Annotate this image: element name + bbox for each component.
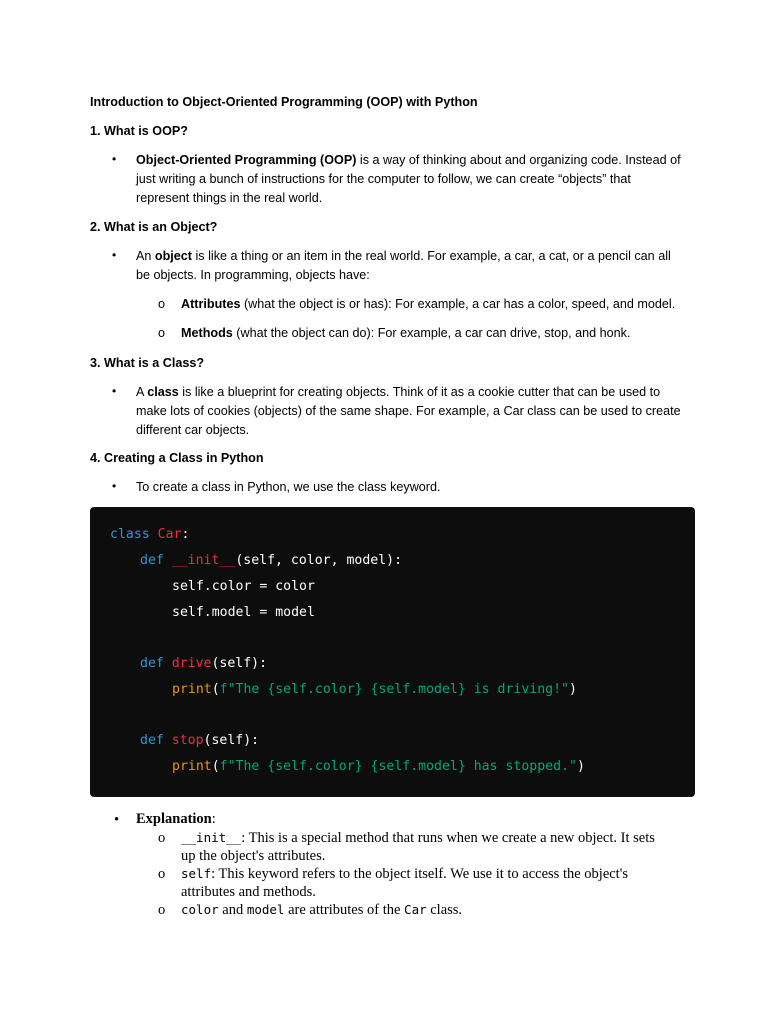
section-1-paragraph-line-1: [136, 151, 681, 170]
params: (self):: [211, 656, 268, 671]
explanation-label: [136, 811, 216, 828]
sub-bullet-icon: o: [158, 326, 166, 340]
text-span: is a way of thinking about and organizing code. Instead of: [356, 153, 681, 167]
explanation-item-self-line-2: attributes and methods.: [181, 884, 316, 900]
bullet-icon: •: [112, 248, 117, 262]
code-line-init: [140, 553, 402, 568]
section-4-paragraph-line-1: To create a class in Python, we use the class keyword.: [136, 480, 441, 494]
punctuation: ): [576, 759, 585, 774]
text-span: is like a blueprint for creating objects. Think of it as a cookie cutter that can be used to: [178, 385, 661, 399]
sub-bullet-icon: o: [158, 866, 166, 882]
sub-bullet-icon: o: [158, 830, 166, 846]
oop-term: Object-Oriented Programming (OOP): [136, 153, 357, 167]
code-line-stop: [140, 733, 259, 748]
attributes-term: Attributes: [181, 297, 241, 311]
methods-item: [181, 324, 630, 343]
code-block: [90, 507, 695, 797]
text-span: class.: [426, 902, 463, 918]
keyword: def: [140, 733, 164, 748]
explanation-term: Explanation: [136, 811, 212, 827]
section-2-paragraph-line-2: be objects. In programming, objects have:: [136, 268, 370, 282]
explanation-item-init: [181, 830, 655, 847]
sub-bullet-icon: o: [158, 297, 166, 311]
text-span: : This keyword refers to the object itself. We use it to access the object's: [211, 866, 628, 882]
keyword: def: [140, 656, 164, 671]
inline-code: __init__: [181, 830, 242, 845]
section-3-paragraph-line-1: [136, 383, 660, 402]
document-title: Introduction to Object-Oriented Programming (OOP) with Python: [90, 95, 478, 109]
sub-bullet-icon: o: [158, 902, 166, 918]
inline-code: color: [181, 902, 219, 917]
text-span: are attributes of the: [284, 902, 405, 918]
section-3-paragraph-line-2: make lots of cookies (objects) of the same shape. For example, a Car class can be used to create: [136, 404, 681, 418]
code-line-print-driving: [172, 682, 577, 697]
bullet-icon: •: [112, 479, 117, 493]
class-term: class: [147, 385, 179, 399]
punctuation: :: [211, 811, 216, 827]
inline-code: self: [181, 866, 212, 881]
section-1-heading: 1. What is OOP?: [90, 124, 188, 138]
string-literal: f"The {self.color} {self.model} is driving!": [219, 682, 569, 697]
bullet-icon: •: [112, 152, 117, 166]
punctuation: (: [211, 682, 220, 697]
attributes-item: [181, 295, 675, 314]
text-span: An: [136, 249, 155, 263]
section-4-heading: 4. Creating a Class in Python: [90, 451, 264, 465]
code-line-class: [110, 527, 189, 542]
text-span: : This is a special method that runs when we create a new object. It sets: [241, 830, 655, 846]
text-span: and: [218, 902, 247, 918]
inline-code: model: [246, 902, 285, 917]
section-1-paragraph-line-2: just writing a bunch of instructions for the computer to follow, we can create “objects” that: [136, 172, 631, 186]
code-line-print-stopped: [172, 759, 585, 774]
code-line-self-color: self.color = color: [172, 579, 315, 594]
string-literal: f"The {self.color} {self.model} has stopped.": [219, 759, 577, 774]
builtin: print: [172, 682, 212, 697]
section-3-paragraph-line-3: different car objects.: [136, 423, 250, 437]
explanation-item-init-line-2: up the object's attributes.: [181, 848, 326, 864]
text-span: (what the object is or has): For example, a car has a color, speed, and model.: [240, 297, 676, 311]
punctuation: (: [211, 759, 220, 774]
explanation-item-self: [181, 866, 628, 883]
bullet-icon: •: [114, 812, 120, 828]
builtin: print: [172, 759, 212, 774]
inline-code: Car: [404, 902, 427, 917]
section-1-paragraph-line-3: represent things in the real world.: [136, 191, 323, 205]
bullet-icon: •: [112, 384, 117, 398]
code-line-self-model: self.model = model: [172, 605, 315, 620]
function-name: stop: [171, 733, 204, 748]
class-name: Car: [157, 527, 182, 542]
text-span: (what the object can do): For example, a car can drive, stop, and honk.: [232, 326, 631, 340]
keyword: def: [140, 553, 164, 568]
section-3-heading: 3. What is a Class?: [90, 356, 205, 370]
section-2-paragraph-line-1: [136, 247, 671, 266]
explanation-item-attributes: [181, 902, 462, 919]
params: (self, color, model):: [235, 553, 403, 568]
function-name: drive: [171, 656, 212, 671]
text-span: A: [136, 385, 148, 399]
code-line-drive: [140, 656, 267, 671]
section-2-heading: 2. What is an Object?: [90, 220, 218, 234]
punctuation: :: [181, 527, 190, 542]
object-term: object: [154, 249, 192, 263]
text-span: is like a thing or an item in the real world. For example, a car, a cat, or a pencil can all: [192, 249, 671, 263]
methods-term: Methods: [181, 326, 233, 340]
params: (self):: [203, 733, 260, 748]
punctuation: ): [569, 682, 577, 697]
keyword: class: [110, 527, 150, 542]
function-name: __init__: [171, 553, 236, 568]
